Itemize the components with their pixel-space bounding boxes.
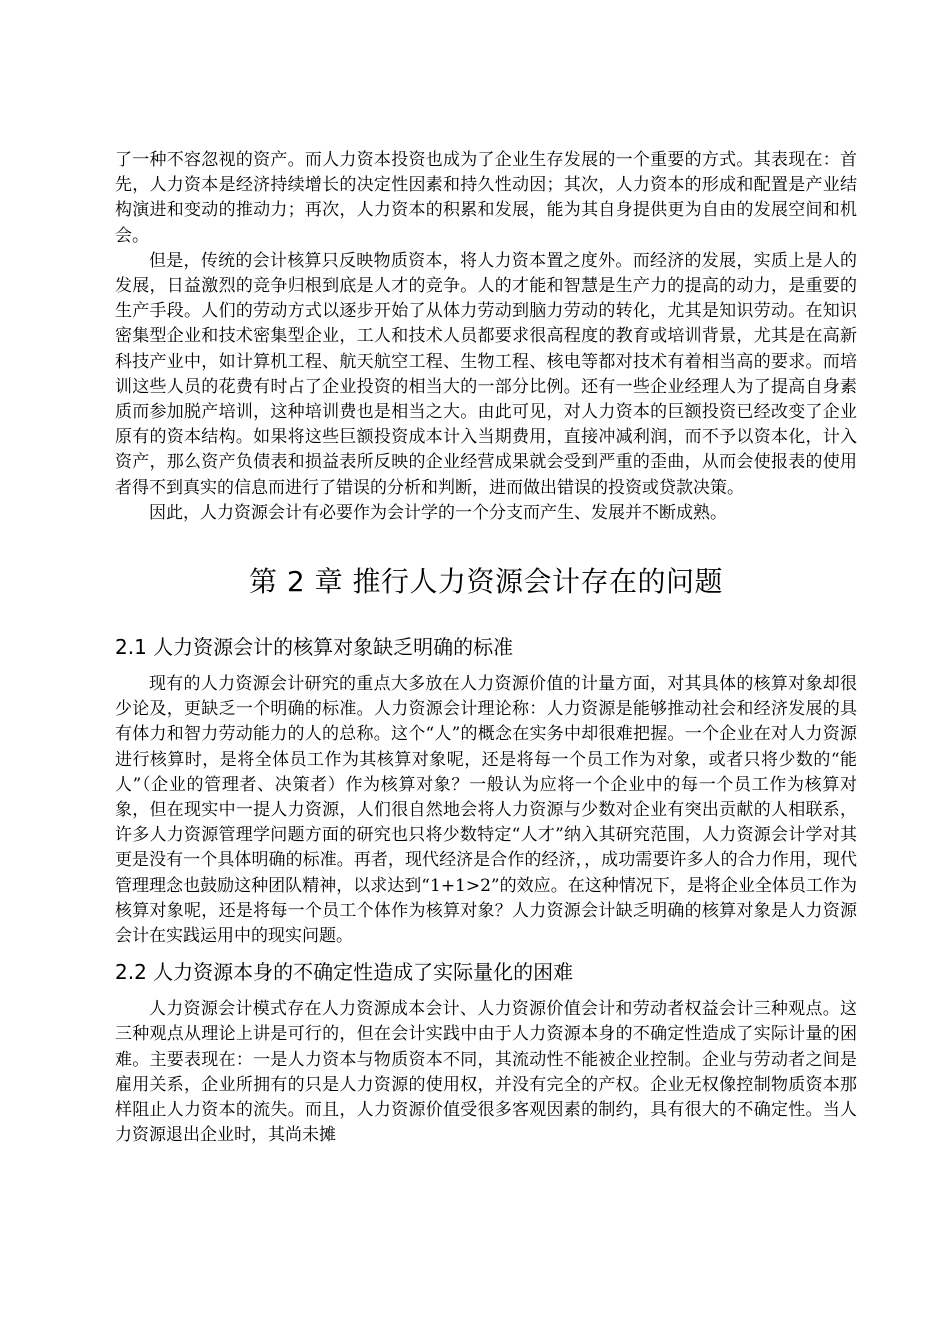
document-body: [115, 148, 857, 1149]
section-2-2-body: 人力资源会计模式存在人力资源成本会计、人力资源价值会计和劳动者权益会计三种观点。这三种观点从理论上讲是可行的，但在会计实践中由于人力资源本身的不确定性造成了实际计量的困难。主要表现在：一是人力资本与物质资本不同，其流动性不能被企业控制。企业与劳动者之间是雇用关系，企业所拥有的只是人力资源的使用权，并没有完全的产权。企业无权像控制物质资本那样阻止人力资本的流失。而且，人力资源价值受很多客观因素的制约，具有很大的不确定性。当人力资源退出企业时，其尚未摊: [115, 999, 857, 1146]
section-2-1-body: 现有的人力资源会计研究的重点大多放在人力资源价值的计量方面，对其具体的核算对象却很少论及，更缺乏一个明确的标准。人力资源会计理论称：人力资源是能够推动社会和经济发展的具有体力和智力劳动能力的人的总称。这个“人”的概念在实务中却很难把握。一个企业在对人力资源进行核算时，是将全体员工作为其核算对象呢，还是将每一个员工作为对象，或者只将少数的“能人”（企业的管理者、决策者）作为核算对象？一般认为应将一个企业中的每一个员工作为核算对象，但在现实中一提人力资源，人们很自然地会将人力资源与少数对企业有突出贡献的人相联系，许多人力资源管理学问题方面的研究也只将少数特定“人才”纳入其研究范围，人力资源会计学对其更是没有一个具体明确的标准。再者，现代经济是合作的经济，，成功需要许多人的合力作用，现代管理理念也鼓励这种团队精神，以求达到“1+1>2”的效应。在这种情况下，是将企业全体员工作为核算对象呢，还是将每一个员工个体作为核算对象？人力资源会计缺乏明确的核算对象是人力资源会计在实践运用中的现实问题。: [115, 674, 857, 947]
section-2-1-title: 2.1 人力资源会计的核算对象缺乏明确的标准: [115, 635, 514, 660]
paragraph-2: 但是，传统的会计核算只反映物质资本，将人力资本置之度外。而经济的发展，实质上是人的发展，日益激烈的竞争归根到底是人才的竞争。人的才能和智慧是生产力的提高的动力，是重要的生产手段。人们的劳动方式以逐步开始了从体力劳动到脑力劳动的转化，尤其是知识劳动。在知识密集型企业和技术密集型企业，工人和技术人员都要求很高程度的教育或培训背景，尤其是在高新科技产业中，如计算机工程、航天航空工程、生物工程、核电等都对技术有着相当高的要求。而培训这些人员的花费有时占了企业投资的相当大的一部分比例。还有一些企业经理人为了提高自身素质而参加脱产培训，这种培训费也是相当之大。由此可见，对人力资本的巨额投资已经改变了企业原有的资本结构。如果将这些巨额投资成本计入当期费用，直接冲减利润，而不予以资本化，计入资产，那么资产负债表和损益表所反映的企业经营成果就会受到严重的歪曲，从而会使报表的使用者得不到真实的信息而进行了错误的分析和判断，进而做出错误的投资或贷款决策。: [115, 250, 857, 498]
paragraph-3: 因此，人力资源会计有必要作为会计学的一个分支而产生、发展并不断成熟。: [149, 502, 727, 523]
paragraph-1: 了一种不容忽视的资产。而人力资本投资也成为了企业生存发展的一个重要的方式。其表现在：首先，人力资本是经济持续增长的决定性因素和持久性动因；其次，人力资本的形成和配置是产业结构演进和变动的推动力；再次，人力资本的积累和发展，能为其自身提供更为自由的发展空间和机会。: [115, 150, 857, 246]
chapter-title: 第 2 章 推行人力资源会计存在的问题: [248, 565, 724, 599]
section-2-2-title: 2.2 人力资源本身的不确定性造成了实际量化的困难: [115, 960, 574, 985]
